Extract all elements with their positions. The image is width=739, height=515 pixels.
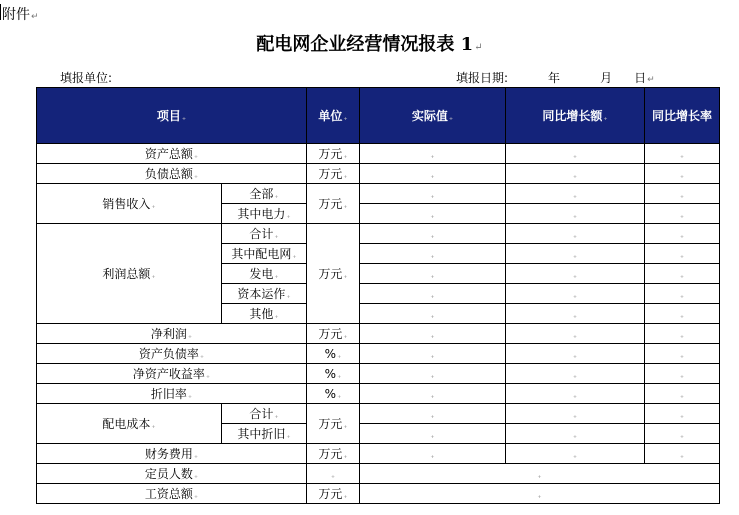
header-item: 项目₊ xyxy=(37,88,307,144)
value-cell[interactable]: ₊ xyxy=(506,424,645,444)
sub-label-sales-all: 全部₊ xyxy=(222,184,307,204)
table-row xyxy=(37,184,720,204)
report-table xyxy=(36,87,720,504)
value-cell[interactable]: ₊ xyxy=(506,264,645,284)
value-cell[interactable]: ₊ xyxy=(645,424,720,444)
table-row xyxy=(37,364,720,384)
reporting-date-label: 填报日期: xyxy=(456,71,509,85)
value-cell[interactable]: ₊ xyxy=(645,224,720,244)
row-label-dist-cost: 配电成本₊ xyxy=(37,404,222,444)
sub-label-sales-power: 其中电力₊ xyxy=(222,204,307,224)
table-row xyxy=(37,324,720,344)
table-row xyxy=(37,404,720,424)
value-cell[interactable]: ₊ xyxy=(506,344,645,364)
unit-cell: %₊ xyxy=(307,384,360,404)
header-actual: 实际值₊ xyxy=(360,88,506,144)
row-label-net-profit: 净利润₊ xyxy=(37,324,307,344)
sub-label-profit-grid: 其中配电网₊ xyxy=(222,244,307,264)
value-cell[interactable]: ₊ xyxy=(506,324,645,344)
page-title: 配电网企业经营情况报表 1↵ xyxy=(256,34,483,55)
attachment-label: 附件↵ xyxy=(2,7,39,23)
table-row xyxy=(37,444,720,464)
day-label: 日 xyxy=(634,71,647,85)
value-cell[interactable]: ₊ xyxy=(360,244,506,264)
value-cell[interactable]: ₊ xyxy=(645,184,720,204)
value-cell[interactable]: ₊ xyxy=(506,364,645,384)
reporting-date-line: 填报日期: 年 月 日↵ xyxy=(456,71,655,85)
row-label-debt-ratio: 资产负债率₊ xyxy=(37,344,307,364)
header-unit: 单位₊ xyxy=(307,88,360,144)
value-cell[interactable]: ₊ xyxy=(360,264,506,284)
unit-cell: 万元₊ xyxy=(307,404,360,444)
value-cell[interactable]: ₊ xyxy=(506,184,645,204)
unit-cell: %₊ xyxy=(307,344,360,364)
value-cell[interactable]: ₊ xyxy=(506,204,645,224)
value-cell[interactable]: ₊ xyxy=(360,184,506,204)
value-cell[interactable]: ₊ xyxy=(506,244,645,264)
month-label: 月 xyxy=(600,71,613,85)
year-label: 年 xyxy=(548,71,561,85)
row-label-total-profit: 利润总额₊ xyxy=(37,224,222,324)
value-cell[interactable]: ₊ xyxy=(360,424,506,444)
header-yoy-amount: 同比增长额₊ xyxy=(506,88,645,144)
unit-cell: 万元₊ xyxy=(307,324,360,344)
header-yoy-rate: 同比增长率 xyxy=(645,88,720,144)
value-cell[interactable]: ₊ xyxy=(645,384,720,404)
value-cell[interactable]: ₊ xyxy=(506,384,645,404)
unit-cell: 万元₊ xyxy=(307,164,360,184)
reporting-unit-label: 填报单位: xyxy=(60,71,113,85)
unit-cell: 万元₊ xyxy=(307,184,360,224)
value-cell[interactable]: ₊ xyxy=(506,224,645,244)
value-cell-wide[interactable]: ₊ xyxy=(360,484,720,504)
value-cell[interactable]: ₊ xyxy=(506,284,645,304)
sub-label-profit-capital: 资本运作₊ xyxy=(222,284,307,304)
value-cell[interactable]: ₊ xyxy=(645,304,720,324)
sub-label-cost-total: 合计₊ xyxy=(222,404,307,424)
sub-label-profit-total: 合计₊ xyxy=(222,224,307,244)
row-label-total-assets: 资产总额₊ xyxy=(37,144,307,164)
unit-cell[interactable]: ₊ xyxy=(307,464,360,484)
value-cell[interactable]: ₊ xyxy=(360,224,506,244)
row-label-total-liabilities: 负债总额₊ xyxy=(37,164,307,184)
unit-cell: %₊ xyxy=(307,364,360,384)
text-cursor xyxy=(0,4,1,20)
table-row xyxy=(37,484,720,504)
unit-cell: 万元₊ xyxy=(307,484,360,504)
table-row xyxy=(37,384,720,404)
unit-cell: 万元₊ xyxy=(307,444,360,464)
value-cell[interactable]: ₊ xyxy=(645,364,720,384)
value-cell-wide[interactable]: ₊ xyxy=(360,464,720,484)
value-cell[interactable]: ₊ xyxy=(506,164,645,184)
table-row xyxy=(37,344,720,364)
value-cell[interactable]: ₊ xyxy=(645,144,720,164)
row-label-sales-revenue: 销售收入₊ xyxy=(37,184,222,224)
row-label-depreciation-rate: 折旧率₊ xyxy=(37,384,307,404)
value-cell[interactable]: ₊ xyxy=(360,344,506,364)
table-row xyxy=(37,464,720,484)
value-cell[interactable]: ₊ xyxy=(360,304,506,324)
row-label-roe: 净资产收益率₊ xyxy=(37,364,307,384)
value-cell[interactable]: ₊ xyxy=(506,304,645,324)
sub-label-profit-gen: 发电₊ xyxy=(222,264,307,284)
value-cell[interactable]: ₊ xyxy=(645,264,720,284)
value-cell[interactable]: ₊ xyxy=(645,404,720,424)
value-cell[interactable]: ₊ xyxy=(645,244,720,264)
value-cell[interactable]: ₊ xyxy=(645,344,720,364)
row-label-total-wages: 工资总额₊ xyxy=(37,484,307,504)
row-label-finance-cost: 财务费用₊ xyxy=(37,444,307,464)
unit-cell: 万元₊ xyxy=(307,144,360,164)
value-cell[interactable]: ₊ xyxy=(506,144,645,164)
sub-label-profit-other: 其他₊ xyxy=(222,304,307,324)
value-cell[interactable]: ₊ xyxy=(360,384,506,404)
value-cell[interactable]: ₊ xyxy=(360,324,506,344)
unit-cell: 万元₊ xyxy=(307,224,360,324)
value-cell[interactable]: ₊ xyxy=(360,404,506,424)
value-cell[interactable]: ₊ xyxy=(645,444,720,464)
value-cell[interactable]: ₊ xyxy=(360,164,506,184)
value-cell[interactable]: ₊ xyxy=(645,164,720,184)
value-cell[interactable]: ₊ xyxy=(360,204,506,224)
value-cell[interactable]: ₊ xyxy=(360,444,506,464)
table-row xyxy=(37,164,720,184)
row-label-staff-count: 定员人数₊ xyxy=(37,464,307,484)
value-cell[interactable]: ₊ xyxy=(360,144,506,164)
value-cell[interactable]: ₊ xyxy=(645,324,720,344)
value-cell[interactable]: ₊ xyxy=(360,364,506,384)
value-cell[interactable]: ₊ xyxy=(506,404,645,424)
value-cell[interactable]: ₊ xyxy=(360,284,506,304)
value-cell[interactable]: ₊ xyxy=(506,444,645,464)
table-header-row xyxy=(37,88,720,144)
table-row xyxy=(37,144,720,164)
sub-label-cost-depr: 其中折旧₊ xyxy=(222,424,307,444)
table-row xyxy=(37,224,720,244)
value-cell[interactable]: ₊ xyxy=(645,284,720,304)
value-cell[interactable]: ₊ xyxy=(645,204,720,224)
